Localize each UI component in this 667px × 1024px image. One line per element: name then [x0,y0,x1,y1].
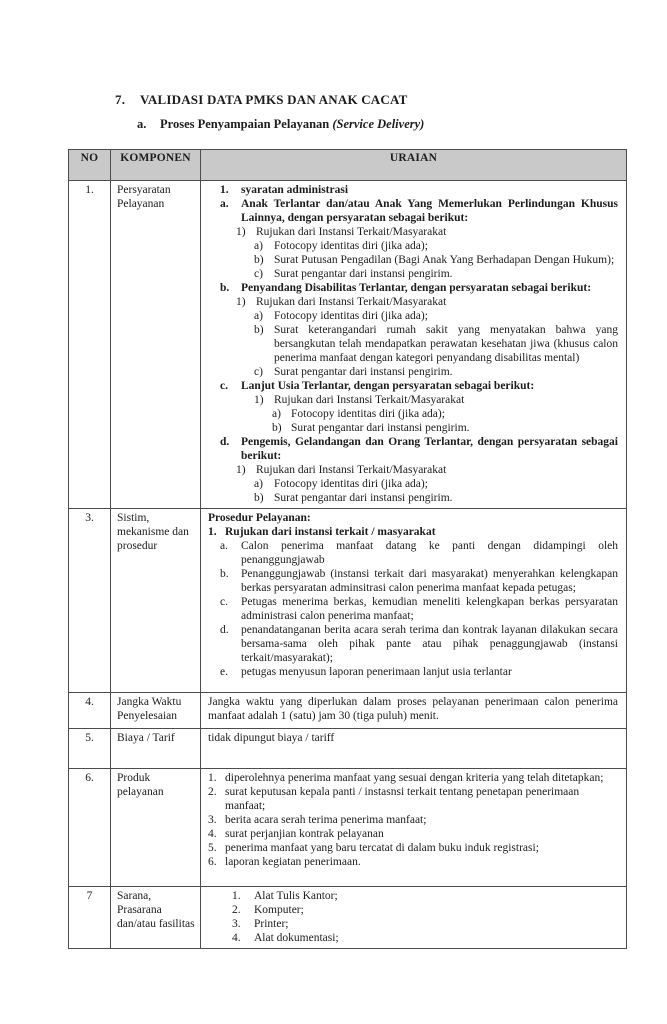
uraian-paragraph [220,197,618,225]
cell-no: 7 [69,887,111,949]
list-marker: 4. [232,932,241,944]
list-marker: 1) [254,394,264,406]
cell-komponen: Biaya / Tarif [111,729,201,769]
table-row [69,181,627,509]
paragraph-text: tidak dipungut biaya / tariff [208,732,335,744]
uraian-paragraph [208,695,618,723]
uraian-paragraph [208,813,618,827]
col-header-no: NO [69,150,111,181]
uraian-paragraph [208,731,618,745]
paragraph-text: Petugas menerima berkas, kemudian meneliti kelengkapan berkas persyaratan administrasi calon penerima manfaat; [241,596,618,622]
paragraph-text: Fotocopy identitas diri (jika ada); [291,408,445,420]
cell-uraian [201,509,627,693]
section-heading [115,92,627,107]
paragraph-text: surat perjanjian kontrak pelayanan [225,828,384,840]
paragraph-text: Alat dokumentasi; [254,932,339,944]
paragraph-text: Fotocopy identitas diri (jika ada); [274,310,428,322]
list-marker: 1) [236,464,246,476]
list-marker: 2. [232,904,241,916]
paragraph-text: laporan kegiatan penerimaan. [225,856,361,868]
list-marker: e. [220,666,228,678]
table-row [69,769,627,887]
list-marker: a. [220,540,228,552]
uraian-paragraph [232,889,618,903]
list-marker: b) [254,254,264,266]
paragraph-text: syaratan administrasi [241,184,349,196]
cell-uraian [201,887,627,949]
list-marker: 1. [232,890,241,902]
uraian-paragraph [232,917,618,931]
cell-uraian [201,769,627,887]
uraian-paragraph [208,827,618,841]
cell-no: 4. [69,693,111,729]
uraian-paragraph [220,539,618,567]
uraian-paragraph [220,665,618,679]
list-marker: c) [254,268,263,280]
paragraph-text: Penanggungjawab (instansi terkait dari masyarakat) menyerahkan kelengkapan berkas persyaratan adminsitrasi calon penerima manfaat kepada petugas; [241,568,618,594]
list-marker: b) [254,324,264,336]
uraian-paragraph [208,525,618,539]
uraian-paragraph [236,225,618,239]
cell-uraian [201,693,627,729]
list-marker: 1. [220,184,229,196]
cell-komponen: Sistim, mekanisme dan prosedur [111,509,201,693]
paragraph-text: Surat pengantar dari instansi pengirim. [274,492,453,504]
list-marker: 6. [208,856,217,868]
cell-komponen: Jangka Waktu Penyelesaian [111,693,201,729]
uraian-paragraph [220,379,618,393]
uraian-paragraph [236,463,618,477]
section-title: VALIDASI DATA PMKS DAN ANAK CACAT [140,92,408,107]
list-marker: 3. [232,918,241,930]
uraian-paragraph [254,477,618,491]
uraian-paragraph [220,183,618,197]
cell-no: 5. [69,729,111,769]
cell-no: 3. [69,509,111,693]
paragraph-text: Surat pengantar dari instansi pengirim. [291,422,470,434]
paragraph-text: Pengemis, Gelandangan dan Orang Terlantar, dengan persyaratan sebagai berikut: [241,436,618,462]
paragraph-text: Surat keterangandari rumah sakit yang menyatakan bahwa yang bersangkutan telah mendapatkan perawatan kesehatan jiwa (khusus calon penerima manfaat dengan kategori penyandang disabilitas mental) [274,324,618,364]
uraian-paragraph [272,421,618,435]
uraian-paragraph [208,771,618,785]
paragraph-text: Rujukan dari Instansi Terkait/Masyarakat [256,226,447,238]
uraian-paragraph [236,295,618,309]
uraian-paragraph [254,253,618,267]
paragraph-text: Surat pengantar dari instansi pengirim. [274,366,453,378]
paragraph-text: Surat Putusan Pengadilan (Bagi Anak Yang Berhadapan Dengan Hukum); [274,254,615,266]
paragraph-text: Komputer; [254,904,304,916]
list-marker: 1) [236,296,246,308]
uraian-paragraph [208,785,618,813]
paragraph-text: Fotocopy identitas diri (jika ada); [274,478,428,490]
cell-no: 1. [69,181,111,509]
paragraph-text: Rujukan dari Instansi Terkait/Masyarakat [256,296,447,308]
list-marker: b. [220,282,230,294]
list-marker: c. [220,596,228,608]
paragraph-text: petugas menyusun laporan penerimaan lanjut usia terlantar [241,666,512,678]
table-body [69,181,627,949]
subsection-heading [137,117,627,132]
cell-komponen: Sarana, Prasarana dan/atau fasilitas [111,887,201,949]
cell-komponen: Produk pelayanan [111,769,201,887]
table-row [69,729,627,769]
uraian-paragraph [254,365,618,379]
paragraph-text: Surat pengantar dari instansi pengirim. [274,268,453,280]
list-marker: b. [220,568,229,580]
list-marker: 1) [236,226,246,238]
paragraph-text: Fotocopy identitas diri (jika ada); [274,240,428,252]
section-number: 7. [115,92,126,107]
uraian-paragraph [208,841,618,855]
uraian-paragraph [208,855,618,869]
cell-no: 6. [69,769,111,887]
paragraph-text: Penyandang Disabilitas Terlantar, dengan persyaratan sebagai berikut: [241,282,592,294]
uraian-paragraph [254,393,618,407]
uraian-paragraph [220,595,618,623]
list-marker: 5. [208,842,217,854]
paragraph-text: penandatanganan berita acara serah terima dan kontrak layanan dilakukan secara bersama-sama oleh pihak pante atau pihak penaggungjawab (instansi terkait/masyarakat); [241,624,618,664]
uraian-paragraph [220,623,618,665]
cell-uraian [201,729,627,769]
paragraph-text: Rujukan dari instansi terkait / masyarakat [225,526,436,538]
uraian-paragraph [254,323,618,365]
subsection-title [160,117,424,132]
uraian-paragraph [220,281,618,295]
service-delivery-table [68,149,627,949]
paragraph-text: penerima manfaat yang baru tercatat di dalam buku induk registrasi; [225,842,539,854]
list-marker: b) [254,492,264,504]
uraian-paragraph [254,309,618,323]
list-marker: d. [220,436,230,448]
uraian-paragraph [272,407,618,421]
list-marker: 1. [208,526,217,538]
uraian-paragraph [220,435,618,463]
uraian-paragraph [220,567,618,595]
subsection-title-italic: (Service Delivery) [332,117,425,131]
table-header-row [69,150,627,181]
cell-uraian [201,181,627,509]
list-marker: a) [254,478,263,490]
uraian-paragraph [254,267,618,281]
list-marker: 4. [208,828,217,840]
table-row [69,693,627,729]
uraian-paragraph [232,903,618,917]
list-marker: b) [272,422,282,434]
list-marker: 2. [208,786,217,798]
paragraph-text: Rujukan dari Instansi Terkait/Masyarakat [256,464,447,476]
list-marker: 3. [208,814,217,826]
paragraph-text: Prosedur Pelayanan: [208,512,311,524]
paragraph-text: Jangka waktu yang diperlukan dalam proses pelayanan penerimaan calon penerima manfaat adalah 1 (satu) jam 30 (tiga puluh) menit. [208,696,618,722]
subsection-title-text: Proses Penyampaian Pelayanan [160,117,330,131]
subsection-letter: a. [137,117,147,131]
uraian-paragraph [208,511,618,525]
table-row [69,509,627,693]
col-header-komponen: KOMPONEN [111,150,201,181]
paragraph-text: Printer; [254,918,289,930]
list-marker: a) [272,408,281,420]
uraian-paragraph [254,491,618,505]
paragraph-text: Alat Tulis Kantor; [254,890,338,902]
list-marker: 1. [208,772,217,784]
list-marker: a) [254,240,263,252]
table-row [69,887,627,949]
list-marker: c) [254,366,263,378]
list-marker: a) [254,310,263,322]
col-header-uraian: URAIAN [201,150,627,181]
uraian-paragraph [232,931,618,945]
paragraph-text: Calon penerima manfaat datang ke panti dengan didampingi oleh penanggungjawab [241,540,618,566]
uraian-paragraph [254,239,618,253]
list-marker: a. [220,198,229,210]
list-marker: d. [220,624,229,636]
paragraph-text: Lanjut Usia Terlantar, dengan persyaratan sebagai berikut: [241,380,535,392]
paragraph-text: berita acara serah terima penerima manfaat; [225,814,427,826]
cell-komponen: Persyaratan Pelayanan [111,181,201,509]
list-marker: c. [220,380,228,392]
paragraph-text: diperolehnya penerima manfaat yang sesuai dengan kriteria yang telah ditetapkan; [225,772,604,784]
paragraph-text: Rujukan dari Instansi Terkait/Masyarakat [274,394,465,406]
paragraph-text: Anak Terlantar dan/atau Anak Yang Memerlukan Perlindungan Khusus Lainnya, dengan persyaratan sebagai berikut: [241,198,618,224]
paragraph-text: surat keputusan kepala panti / instasnsi terkait tentang penetapan penerimaan manfaat; [225,786,580,812]
